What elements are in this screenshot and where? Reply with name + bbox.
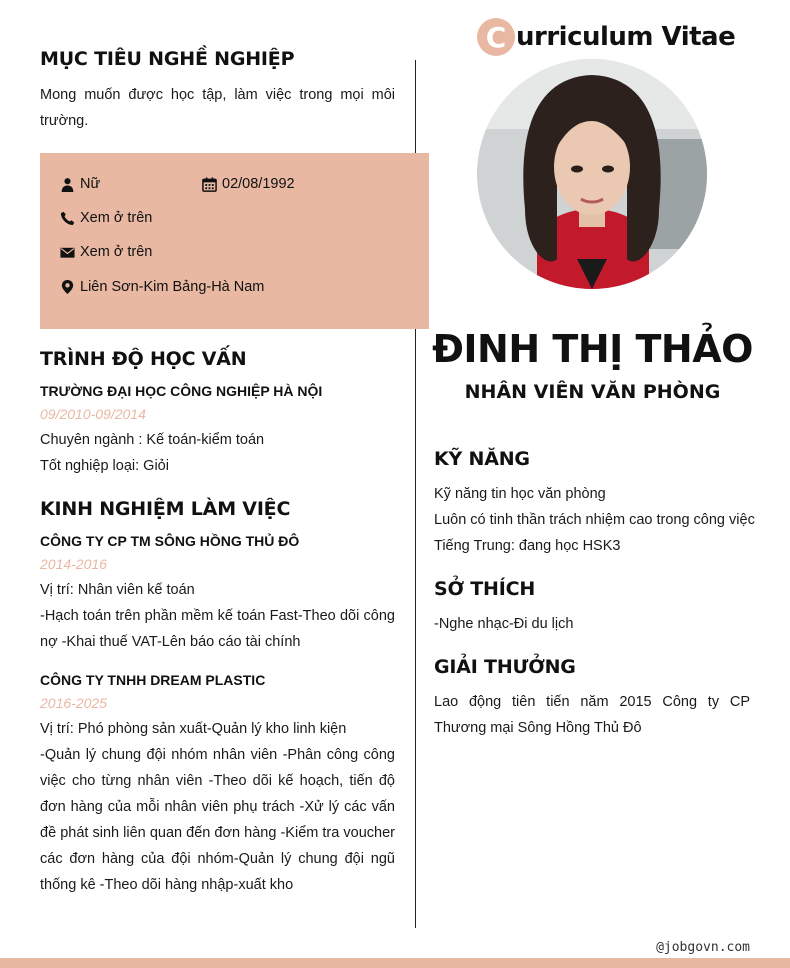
job-role: NHÂN VIÊN VĂN PHÒNG (464, 381, 721, 403)
education-grade: Tốt nghiệp loại: Giỏi (40, 458, 169, 474)
job-2-description: -Quản lý chung đội nhóm nhân viên -Phân công công việc cho từng nhân viên -Theo dõi kế hoạch, tiến độ đơn hàng của mỗi nhân viên phụ trách -Xử lý các vấn đề phát sinh liên quan đến đơn hàng -Kiểm tra voucher các đơn hàng của đội nhóm-Quản lý chung đội ngũ thống kê -Theo dõi hàng nhập-xuất kho (40, 747, 395, 893)
objective-text: Mong muốn được học tập, làm việc trong mọi môi trường. (40, 87, 395, 129)
info-email (60, 244, 152, 260)
education-title: TRÌNH ĐỘ HỌC VẤN (40, 348, 247, 370)
skill-item: Tiếng Trung: đang học HSK3 (434, 538, 621, 554)
footer-bar (0, 958, 790, 968)
envelope-icon (60, 245, 75, 260)
awards-text: Lao động tiên tiến năm 2015 Công ty CP Thương mại Sông Hồng Thủ Đô (434, 694, 750, 736)
job-2-period: 2016-2025 (40, 695, 107, 711)
job-2-position: Vị trí: Phó phòng sản xuất-Quản lý kho linh kiện (40, 721, 347, 737)
job-1-company: CÔNG TY CP TM SÔNG HỒNG THỦ ĐÔ (40, 533, 300, 549)
info-address-text: Liên Sơn-Kim Bảng-Hà Nam (80, 279, 265, 295)
full-name: ĐINH THỊ THẢO (432, 327, 753, 371)
experience-title: KINH NGHIỆM LÀM VIỆC (40, 498, 291, 520)
awards-title: GIẢI THƯỞNG (434, 656, 576, 678)
objective-title: MỤC TIÊU NGHỀ NGHIỆP (40, 48, 295, 70)
person-icon (60, 177, 75, 192)
education-major: Chuyên ngành : Kế toán-kiểm toán (40, 432, 265, 448)
cv-title (477, 18, 735, 56)
education-school: TRƯỜNG ĐẠI HỌC CÔNG NGHIỆP HÀ NỘI (40, 383, 323, 399)
info-email-text: Xem ở trên (80, 244, 153, 260)
skill-item: Kỹ năng tin học văn phòng (434, 486, 606, 502)
hobbies-title: SỞ THÍCH (434, 578, 536, 600)
map-pin-icon (60, 277, 75, 297)
info-address (60, 277, 264, 297)
info-phone-text: Xem ở trên (80, 210, 153, 226)
job-1-position: Vị trí: Nhân viên kế toán (40, 582, 195, 598)
skill-item: Luôn có tinh thần trách nhiệm cao trong công việc (434, 512, 755, 528)
cv-title-text: urriculum Vitae (516, 22, 736, 52)
info-dob (202, 176, 295, 192)
calendar-icon (202, 177, 217, 192)
cv-title-logo (477, 18, 515, 56)
info-dob-text: 02/08/1992 (222, 176, 295, 192)
info-gender-text: Nữ (80, 176, 101, 192)
phone-icon (60, 211, 75, 226)
skills-title: KỸ NĂNG (434, 448, 530, 470)
education-period: 09/2010-09/2014 (40, 406, 146, 422)
cv-title-initial: C (485, 20, 507, 54)
footer-watermark: @jobgovn.com (656, 940, 750, 955)
job-1-description: -Hạch toán trên phần mềm kế toán Fast-Theo dõi công nợ -Khai thuế VAT-Lên báo cáo tài chính (40, 608, 395, 650)
job-1-period: 2014-2016 (40, 556, 107, 572)
job-2-company: CÔNG TY TNHH DREAM PLASTIC (40, 672, 266, 688)
profile-photo (477, 59, 707, 289)
info-gender (60, 176, 100, 192)
info-phone (60, 210, 152, 226)
hobbies-text: -Nghe nhạc-Đi du lịch (434, 616, 574, 632)
